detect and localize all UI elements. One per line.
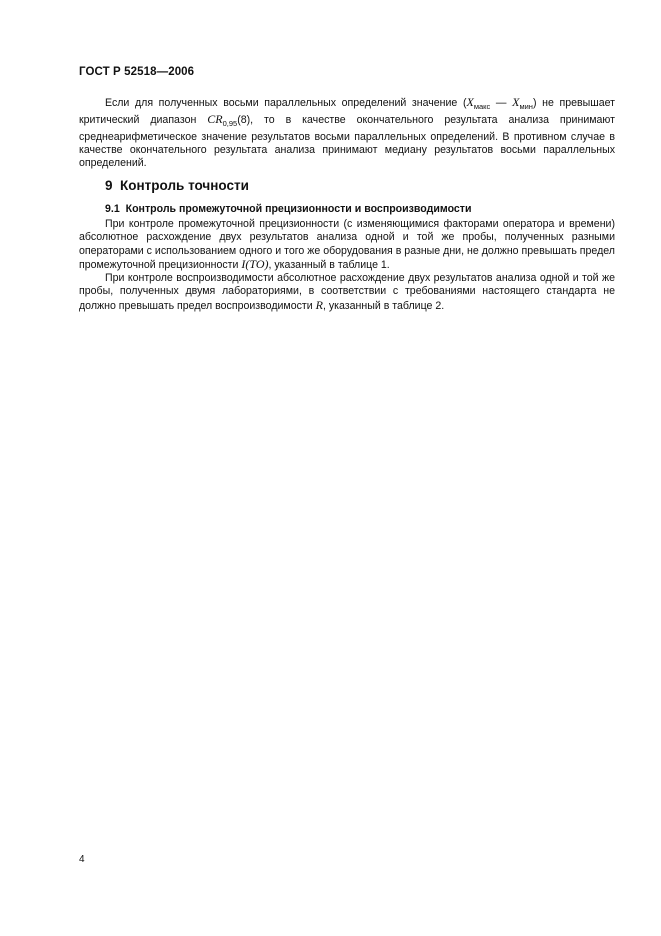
critical-range-symbol: $CR_{0,95}$ bbox=[207, 112, 238, 129]
document-header: ГОСТ Р 52518—2006 bbox=[79, 66, 195, 78]
section-heading: 9 Контроль точности bbox=[105, 178, 249, 193]
reproducibility-symbol: R bbox=[315, 297, 323, 312]
subsection-heading: 9.1 Контроль промежуточной прецизионности и воспроизводимости bbox=[105, 203, 472, 215]
intermediate-precision-symbol: I(TO) bbox=[241, 256, 269, 271]
paragraph-final-result: Если для полученных восьми параллельных определений значение ($X_{макс}$ — $X_{мин}$) не превышает критический диапазон $CR_{0,95}(8)$, то в качестве окончательного результата анализа принимают среднеарифметическое значение результатов восьми параллельных определений. В противном случае в качестве окончательного результата анализа принимают медиану результатов восьми параллельных определений. bbox=[79, 95, 616, 170]
x-max-symbol: $X_{макс}$ bbox=[466, 95, 491, 111]
page-number: 4 bbox=[79, 854, 85, 865]
x-min-symbol: $X_{мин}$ bbox=[512, 95, 533, 111]
paragraph-reproducibility: При контроле воспроизводимости абсолютное расхождение двух результатов анализа одной и той же пробы, полученных двумя лабораториями, в соответствии с требованиями настоящего стандарта не должно превышать предел воспроизводимости R, указанный в таблице 2. bbox=[79, 272, 615, 312]
paragraph-intermediate-precision: При контроле промежуточной прецизионности (с изменяющимися факторами оператора и времени) абсолютное расхождение двух результатов анализа одной и той же пробы, полученных разными операторами с использованием одного и того же оборудования в разные дни, не должно превышать предел промежуточной прецизионности I(TO), указанный в таблице 1. bbox=[79, 218, 615, 271]
